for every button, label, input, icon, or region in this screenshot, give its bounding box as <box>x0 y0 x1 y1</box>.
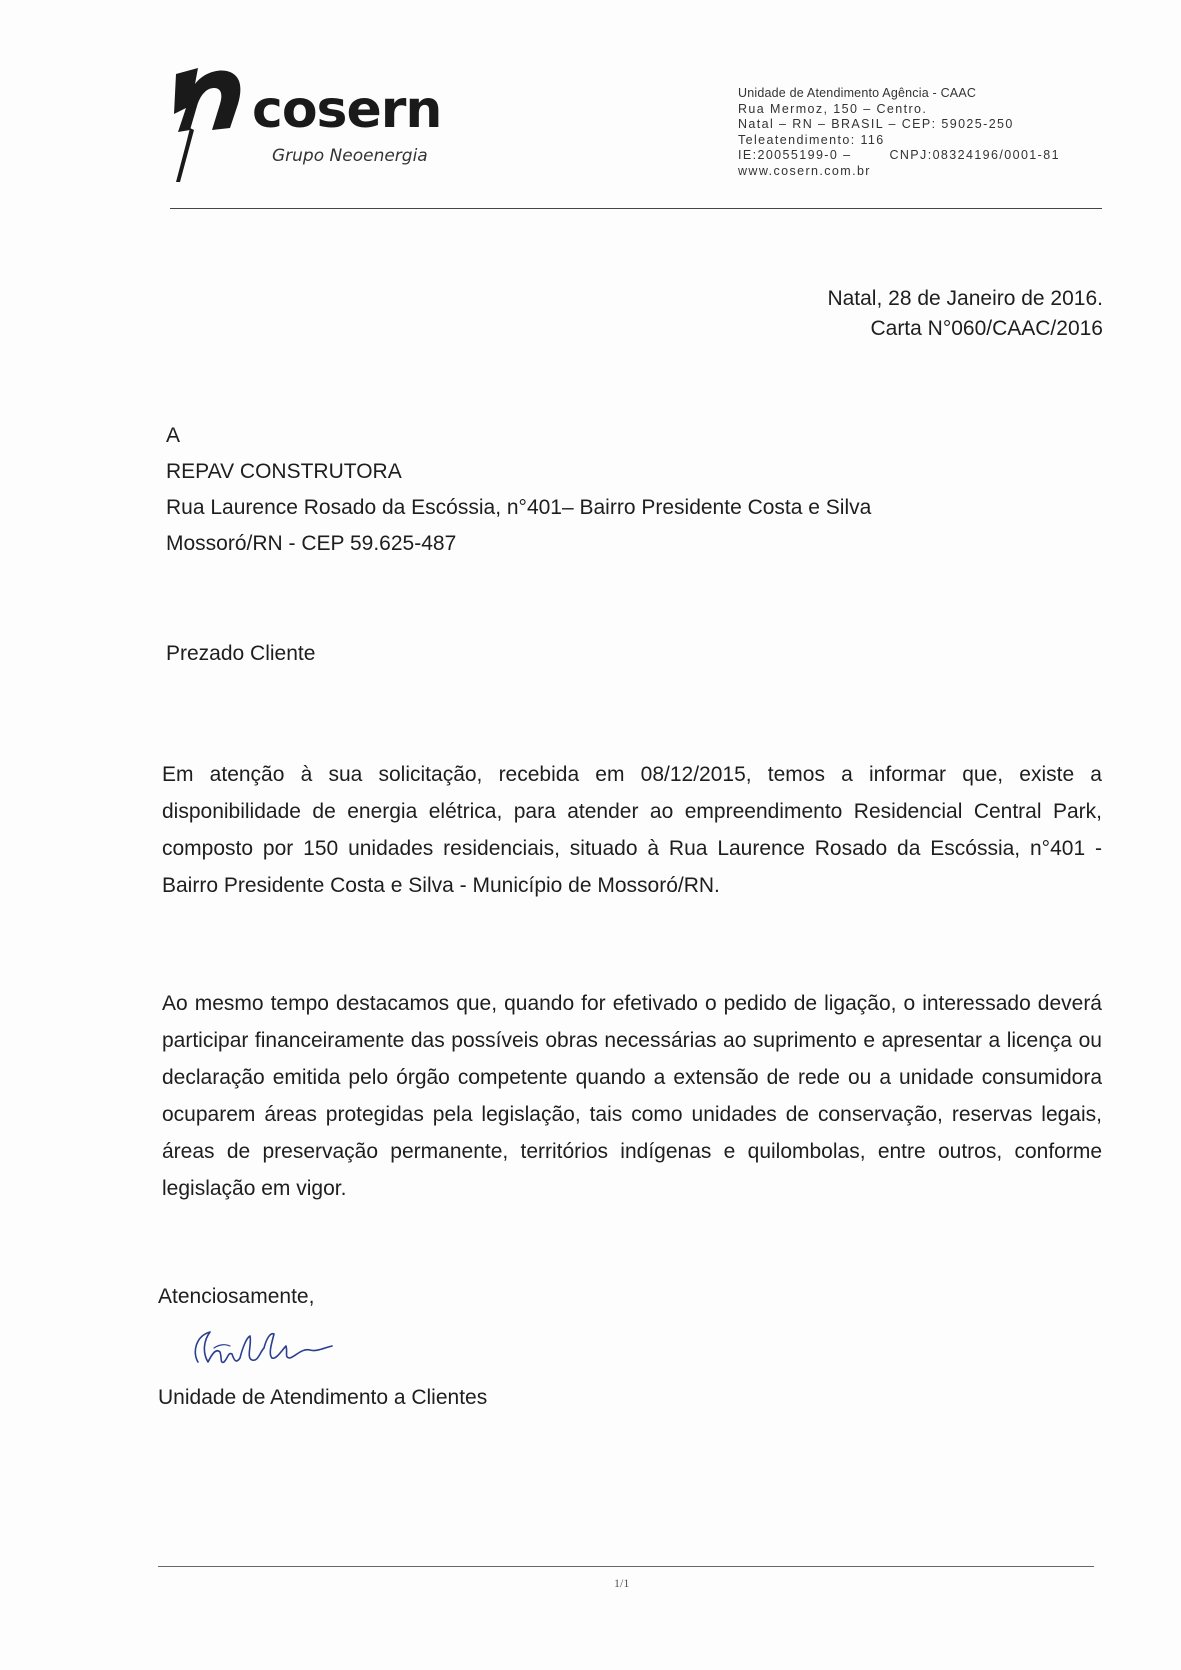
website-link[interactable]: www.cosern.com.br <box>738 163 871 178</box>
cnpj-number: CNPJ:08324196/0001-81 <box>889 148 1060 162</box>
body-paragraph-2: Ao mesmo tempo destacamos que, quando for efetivado o pedido de ligação, o interessado deverá participar financeiramente das possíveis obras necessárias ao suprimento e apresentar a licença ou declaração emitida pelo órgão competente quando a extensão de rede ou a unidade consumidora ocuparem áreas protegidas pela legislação, tais como unidades de conservação, reservas legais, áreas de preservação permanente, territórios indígenas e quilombolas, entre outros, conforme legislação em vigor. <box>162 992 1102 1200</box>
ie-number: IE:20055199-0 – <box>738 148 852 162</box>
letter-reference: Carta N°060/CAAC/2016 <box>870 317 1103 340</box>
recipient-address: Rua Laurence Rosado da Escóssia, n°401– Bairro Presidente Costa e Silva <box>166 496 872 519</box>
header-divider <box>170 208 1102 209</box>
closing: Atenciosamente, <box>158 1285 315 1308</box>
company-name: cosern <box>252 80 442 140</box>
signatory-unit: Unidade de Atendimento a Clientes <box>158 1386 488 1409</box>
recipient-city: Mossoró/RN - CEP 59.625-487 <box>166 532 457 555</box>
street-line: Rua Mermoz, 150 – Centro. <box>738 101 928 116</box>
header-address-block <box>738 86 1060 179</box>
letter-date: Natal, 28 de Janeiro de 2016. <box>827 287 1103 310</box>
cosern-logo <box>168 64 458 184</box>
recipient-block <box>166 418 871 562</box>
greeting: Prezado Cliente <box>166 642 316 665</box>
recipient-salutation: A <box>166 424 181 447</box>
company-group: Grupo Neoenergia <box>272 146 428 166</box>
agency-line: Unidade de Atendimento Agência - CAAC <box>738 86 977 100</box>
cosern-lightning-logo-icon <box>168 64 248 184</box>
signature-icon <box>186 1318 346 1378</box>
body-paragraph-1: Em atenção à sua solicitação, recebida em 08/12/2015, temos a informar que, existe a disponibilidade de energia elétrica, para atender ao empreendimento Residencial Central Park, composto por 150 unidades residenciais, situado à Rua Laurence Rosado da Escóssia, n°401 - Bairro Presidente Costa e Silva - Município de Mossoró/RN. <box>162 763 1102 897</box>
registration-line <box>738 148 1060 164</box>
city-line: Natal – RN – BRASIL – CEP: 59025-250 <box>738 117 1014 131</box>
recipient-company: REPAV CONSTRUTORA <box>166 460 402 483</box>
footer-divider <box>158 1566 1094 1567</box>
phone-line: Teleatendimento: 116 <box>738 132 885 147</box>
page-number: 1/1 <box>614 1576 630 1590</box>
date-block <box>827 284 1103 344</box>
